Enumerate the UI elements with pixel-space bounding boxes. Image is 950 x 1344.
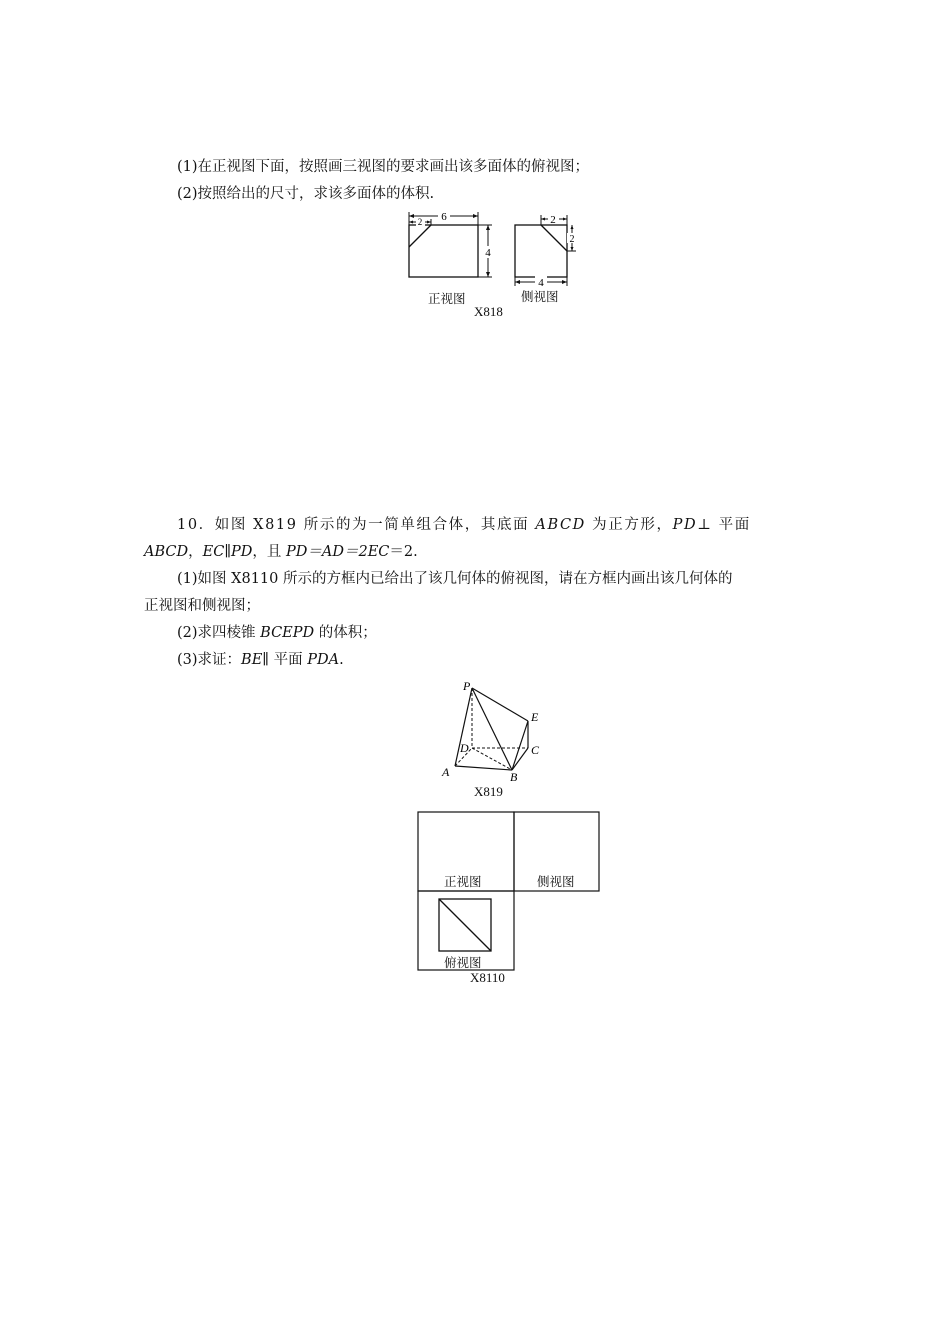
front-view-diagonal — [409, 225, 431, 247]
x8110-side-label: 侧视图 — [537, 874, 575, 889]
x818-side-label: 侧视图 — [521, 289, 559, 304]
vertex-e: E — [531, 710, 539, 724]
x818-front-label: 正视图 — [428, 291, 466, 306]
dim-front-2: 2 — [417, 217, 423, 227]
dim-side-2a: 2 — [550, 214, 556, 226]
x8110-front-label: 正视图 — [444, 874, 482, 889]
top-view-diagonal — [439, 899, 491, 951]
front-view-rect — [409, 225, 478, 277]
q10-line1: 10．如图 X819 所示的为一简单组合体，其底面 ABCD 为正方形，PD⊥ 平面 — [177, 517, 751, 533]
vertex-b: B — [510, 770, 518, 784]
figure-x819 — [435, 678, 555, 788]
q9-part1: (1)在正视图下面，按照画三视图的要求画出该多面体的俯视图； — [177, 159, 590, 175]
vertex-p: P — [463, 679, 471, 693]
side-view-rect — [515, 225, 567, 277]
x8110-caption: X8110 — [470, 970, 505, 985]
dim-front-4: 4 — [485, 247, 491, 259]
q10-part3: (3)求证：BE∥ 平面 PDA. — [177, 652, 344, 668]
vertex-d: D — [460, 741, 469, 755]
vertex-c: C — [531, 743, 540, 757]
dim-front-6: 6 — [441, 211, 447, 223]
q10-part1b: 正视图和侧视图； — [144, 598, 260, 614]
dim-side-2b: 2 — [569, 234, 575, 245]
figure-x8110 — [415, 810, 605, 975]
x8110-top-label: 俯视图 — [444, 955, 482, 970]
q10-part2: (2)求四棱锥 BCEPD 的体积； — [177, 625, 377, 641]
q9-part2: (2)按照给出的尺寸，求该多面体的体积. — [177, 186, 435, 202]
x818-caption: X818 — [474, 304, 503, 319]
x819-caption: X819 — [474, 784, 503, 799]
dim-side-4: 4 — [538, 277, 544, 289]
vertex-a: A — [442, 765, 450, 779]
side-view-diagonal — [541, 225, 567, 251]
q10-part1a: (1)如图 X8110 所示的方框内已给出了该几何体的俯视图，请在方框内画出该几何体的 — [177, 571, 733, 587]
q10-line2: ABCD，EC∥PD，且 PD＝AD＝2EC＝2. — [144, 544, 418, 560]
